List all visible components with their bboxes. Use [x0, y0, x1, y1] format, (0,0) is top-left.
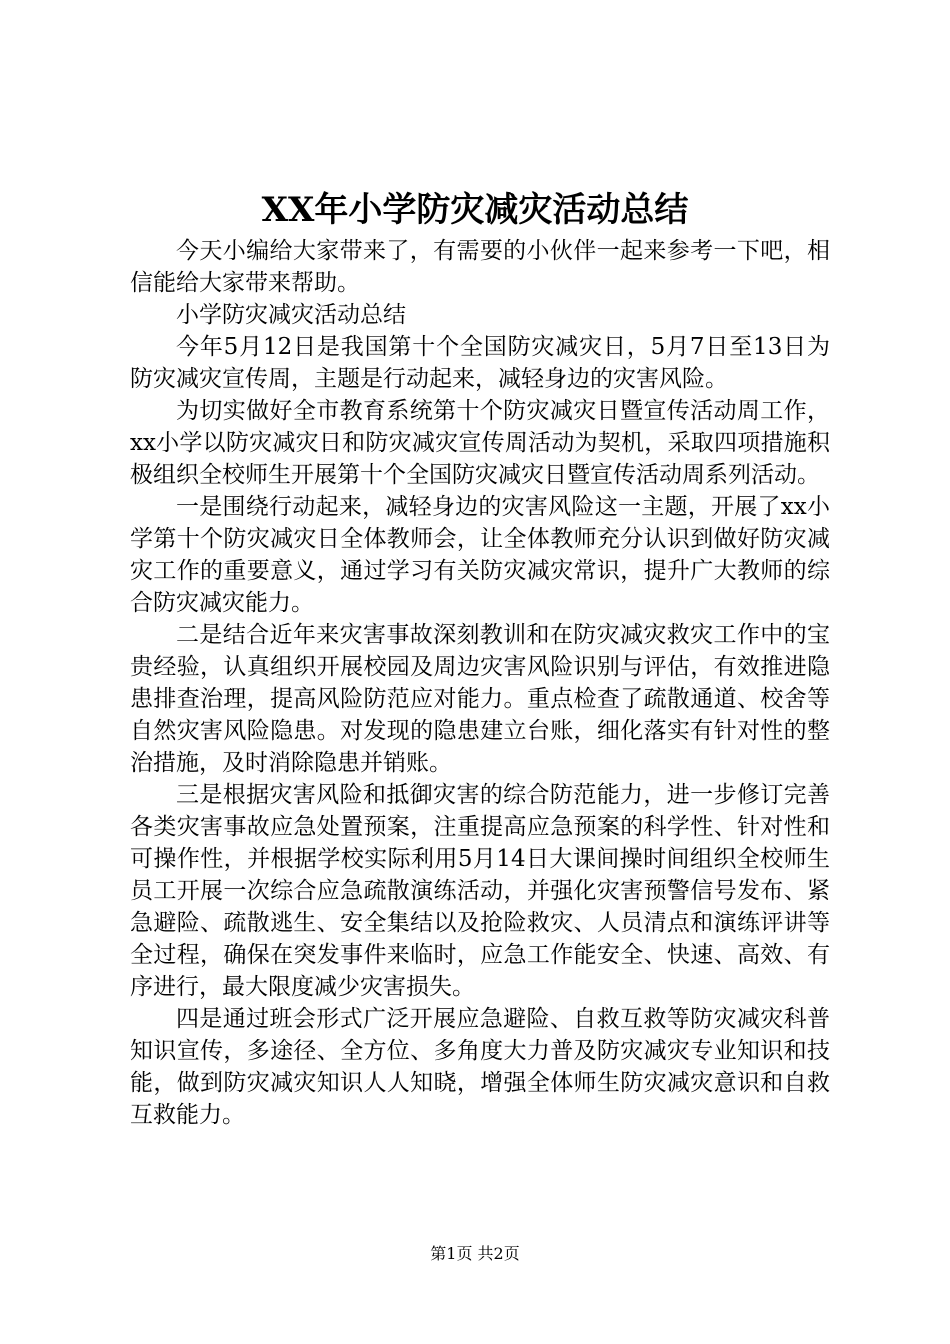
- measure-one-paragraph: 一是围绕行动起来，减轻身边的灾害风险这一主题，开展了xx小学第十个防灾减灾日全体教师会，让全体教师充分认识到做好防灾减灾工作的重要意义，通过学习有关防灾减灾常识，提升广大教师的综合防灾减灾能力。: [130, 494, 830, 616]
- subtitle-paragraph: 小学防灾减灾活动总结: [176, 302, 406, 328]
- measure-two-paragraph: 二是结合近年来灾害事故深刻教训和在防灾减灾救灾工作中的宝贵经验，认真组织开展校园及周边灾害风险识别与评估，有效推进隐患排查治理，提高风险防范应对能力。重点检查了疏散通道、校舍等自然灾害风险隐患。对发现的隐患建立台账，细化落实有针对性的整治措施，及时消除隐患并销账。: [130, 622, 830, 776]
- background-paragraph: 今年5月12日是我国第十个全国防灾减灾日，5月7日至13日为防灾减灾宣传周，主题是行动起来，减轻身边的灾害风险。: [130, 334, 830, 392]
- intro-paragraph: 今天小编给大家带来了，有需要的小伙伴一起来参考一下吧，相信能给大家带来帮助。: [130, 238, 830, 296]
- measure-three-paragraph: 三是根据灾害风险和抵御灾害的综合防范能力，进一步修订完善各类灾害事故应急处置预案，注重提高应急预案的科学性、针对性和可操作性，并根据学校实际利用5月14日大课间操时间组织全校师生员工开展一次综合应急疏散演练活动，并强化灾害预警信号发布、紧急避险、疏散逃生、安全集结以及抢险救灾、人员清点和演练评讲等全过程，确保在突发事件来临时，应急工作能安全、快速、高效、有序进行，最大限度减少灾害损失。: [130, 782, 830, 1000]
- overview-paragraph: 为切实做好全市教育系统第十个防灾减灾日暨宣传活动周工作，xx小学以防灾减灾日和防灾减灾宣传周活动为契机，采取四项措施积极组织全校师生开展第十个全国防灾减灾日暨宣传活动周系列活动。: [130, 398, 830, 488]
- document-body: [130, 235, 830, 1131]
- page-number-footer: 第1页 共2页: [430, 1244, 520, 1263]
- document-title: XX年小学防灾减灾活动总结: [261, 190, 689, 230]
- measure-four-paragraph: 四是通过班会形式广泛开展应急避险、自救互救等防灾减灾科普知识宣传，多途径、全方位、多角度大力普及防灾减灾专业知识和技能，做到防灾减灾知识人人知晓，增强全体师生防灾减灾意识和自救互救能力。: [130, 1006, 830, 1128]
